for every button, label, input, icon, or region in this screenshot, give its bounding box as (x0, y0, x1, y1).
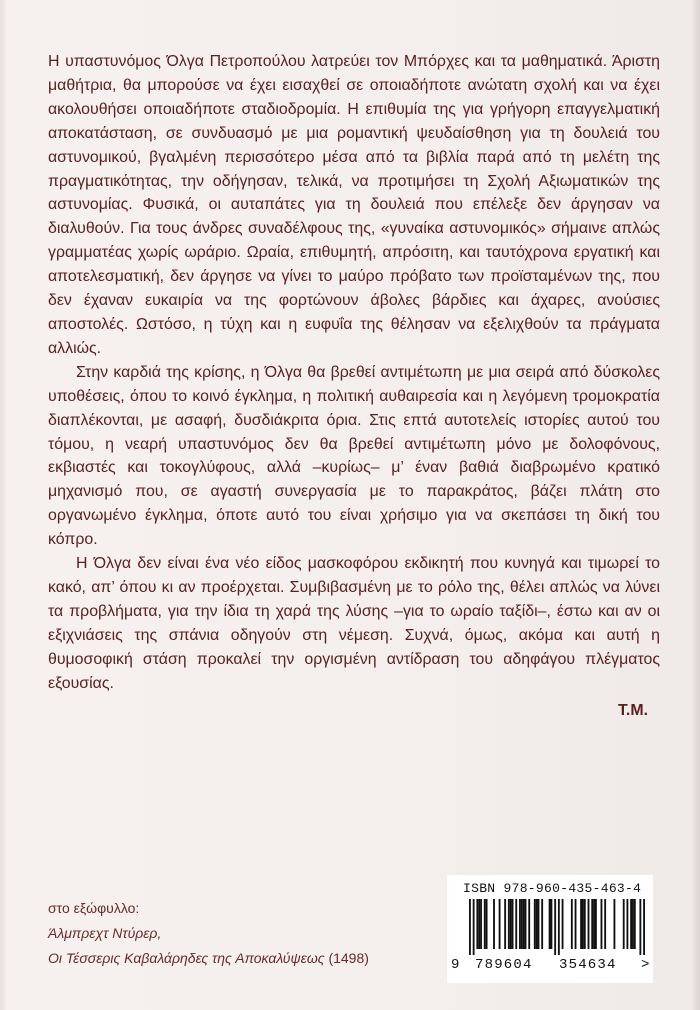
isbn-barcode (447, 875, 653, 983)
barcode-bar (541, 899, 543, 949)
blurb-text (48, 50, 660, 723)
author-signature: Τ.Μ. (617, 702, 648, 720)
barcode-bar (562, 899, 564, 949)
barcode-bar (630, 899, 632, 949)
barcode-bar (534, 899, 536, 949)
barcode-bar (588, 899, 590, 949)
barcode-bar (551, 899, 553, 949)
barcode-bar (632, 899, 634, 949)
barcode-bar (582, 899, 584, 949)
barcode-bar (643, 899, 645, 955)
barcode-bar (554, 899, 556, 955)
barcode-bar (549, 899, 551, 949)
barcode-bar (626, 899, 628, 949)
barcode-bar (469, 899, 471, 955)
spine-edge (0, 0, 6, 1010)
isbn-label: ISBN 978-960-435-463-4 (463, 881, 642, 896)
barcode-bar (508, 899, 510, 949)
barcode-bar (634, 899, 636, 949)
blurb-paragraph-1: Η υπαστυνόμος Όλγα Πετροπούλου λατρεύει τον Μπόρχες και τα μαθηματικά. Άριστη μαθήτρια, θα μπορούσε να έχει εισαχθεί σε οποιαδήποτε ανώτατη σχολή και να έχει ακολουθήσει οποιαδήποτε σταδιοδρομία. Η επιθυμία της για γρήγορη επαγγελματική αποκατάσταση, σε συνδυασμό με μια ρομαντική ψευδαίσθηση για τη δουλειά του αστυνομικού, βγαλμένη περισσότερο μέσα από τα βιβλία παρά από τη μελέτη της πραγματικότητας, την οδήγησαν, τελικά, να προτιμήσει τη Σχολή Αξιωματικών της αστυνομίας. Φυσικά, οι αυταπάτες για τη δουλειά που επέλεξε δεν άργησαν να διαλυθούν. Για τους άνδρες συναδέλφους της, «γυναίκα αστυνομικός» σήμαινε απλώς γραμματέας χωρίς ωράριο. Ωραία, επιθυμητή, απρόσιτη, και ταυτόχρονα εργατική και αποτελεσματική, δεν άργησε να γίνει το μαύρο πρόβατο των προϊσταμένων της, που δεν έχαναν ευκαιρία να της φορτώνουν άβολες βάρδιες και άχαρες, ανούσιες αποστολές. Ωστόσο, η τύχη και η ευφυΐα της θέλησαν να εξελιχθούν τα πράγματα αλλιώς. (48, 53, 660, 357)
barcode-bar (519, 899, 521, 949)
cover-credit-year: (1498) (328, 950, 369, 966)
barcode-bar (515, 899, 517, 949)
cover-credit-work (48, 946, 369, 971)
cover-credit-label: στο εξώφυλλο: (48, 900, 140, 916)
barcode-bar (499, 899, 501, 949)
barcode-bar (601, 899, 603, 949)
barcode-digits-right: 354634 (559, 957, 617, 973)
barcode-bar (575, 899, 577, 949)
barcode-bar (480, 899, 482, 949)
barcode-bar (504, 899, 506, 949)
cover-credit-work-title: Οι Τέσσερις Καβαλάρηδες της Αποκαλύψεως (48, 950, 325, 966)
barcode-digits-left: 789604 (475, 957, 533, 973)
barcode-bar (571, 899, 573, 949)
barcode-bar (510, 899, 512, 949)
barcode-bar (536, 899, 538, 949)
blurb-paragraph-2: Στην καρδιά της κρίσης, η Όλγα θα βρεθεί αντιμέτωπη με μια σειρά από δύσκολες υποθέσεις, όπου το κοινό έγκλημα, η πολιτική αυθαιρεσία και η λεγόμενη τρομοκρατία διαπλέκονται, με ασαφή, δυσδιάκριτα όρια. Στις επτά αυτοτελείς ιστορίες αυτού του τόμου, η νεαρή υπαστυνόμος δεν θα βρεθεί αντιμέτωπη μόνο με δολοφόνους, εκβιαστές και τοκογλύφους, αλλά –κυρίως– μ’ έναν βαθιά διαβρωμένο κρατικό μηχανισμό που, σε αγαστή συνεργασία με το παρακράτος, βάζει πλάτη στο οργανωμένο έγκλημα, όποτε αυτό του είναι χρήσιμο για να σκεπάσει τη δική του κόπρο. (48, 363, 660, 549)
barcode-bar (558, 899, 560, 955)
barcode-bar (493, 899, 495, 949)
barcode-bar (614, 899, 616, 949)
barcode-digit-first: 9 (451, 957, 460, 973)
barcode-bar (478, 899, 480, 949)
barcode-quiet-mark: > (641, 957, 650, 973)
barcode-bar (512, 899, 514, 949)
barcode-bar (538, 899, 540, 949)
barcode-bar (591, 899, 593, 949)
cover-credit-artist: Άλμπρεχτ Ντύρερ, (48, 925, 162, 941)
cover-credit (48, 896, 369, 971)
barcode-bar (639, 899, 641, 955)
barcode-bar (584, 899, 586, 949)
barcode-bars (469, 899, 645, 955)
barcode-bar (623, 899, 625, 949)
barcode-bar (473, 899, 475, 955)
barcode-bar (528, 899, 530, 949)
barcode-bar (593, 899, 595, 949)
barcode-bar (486, 899, 488, 949)
barcode-bar (523, 899, 525, 949)
barcode-bar (476, 899, 478, 949)
barcode-bar (484, 899, 486, 949)
barcode-bar (580, 899, 582, 949)
barcode-bar (521, 899, 523, 949)
barcode-bar (525, 899, 527, 949)
cover-right-edge (692, 0, 700, 1010)
blurb-paragraph-3: Η Όλγα δεν είναι ένα νέο είδος μασκοφόρου εκδικητή που κυνηγά και τιμωρεί το κακό, απ’ όπου κι αν προέρχεται. Συμβιβασμένη με το ρόλο της, θέλει απλώς να λύνει τα προβλήματα, για την ίδια τη χαρά της λύσης –για το ωραίο ταξίδι–, έστω και αν οι εξιχνιάσεις της σπάνια οδηγούν στη νέμεση. Συχνά, όμως, ακόμα και αυτή η θυμοσοφική στάση προκαλεί την οργισμένη αντίδραση του αδηφάγου πλέγματος εξουσίας. (48, 555, 660, 692)
barcode-bar (595, 899, 597, 949)
barcode-bar (604, 899, 606, 949)
